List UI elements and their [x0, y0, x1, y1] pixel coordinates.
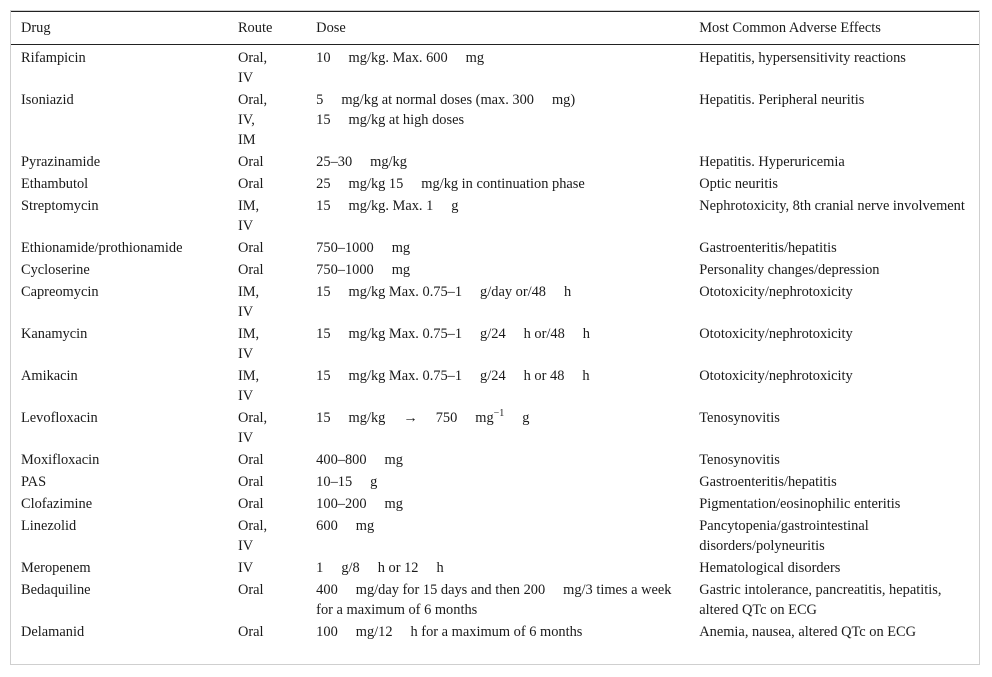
cell-dose: 750–1000 mg [316, 240, 411, 256]
cell-route: Oral [237, 262, 264, 278]
cell-drug: Pyrazinamide [21, 154, 101, 170]
cell-dose: 1 g/8 h or 12 h [316, 560, 444, 576]
cell-route: Oral [237, 154, 264, 170]
cell-adverse-effects: Hepatitis, hypersensitivity reactions [699, 50, 906, 66]
header-drug: Drug [21, 20, 51, 36]
cell-adverse-effects: Nephrotoxicity, 8th cranial nerve involvement [699, 198, 965, 214]
cell-route: Oral [237, 582, 264, 598]
cell-route: Oral [237, 452, 264, 468]
cell-drug: Levofloxacin [21, 410, 98, 426]
table-row [11, 173, 979, 195]
cell-route: Oral, IV [237, 410, 268, 446]
cell-drug: PAS [21, 474, 47, 490]
cell-dose [306, 407, 689, 449]
cell-dose: 600 mg [316, 518, 375, 534]
table-row [11, 621, 979, 648]
table-row [11, 493, 979, 515]
table-row [11, 45, 979, 90]
cell-adverse-effects: Ototoxicity/nephrotoxicity [699, 368, 853, 384]
cell-adverse-effects: Gastroenteritis/hepatitis [699, 474, 837, 490]
table-row [11, 557, 979, 579]
cell-adverse-effects: Hepatitis. Hyperuricemia [699, 154, 845, 170]
table-row [11, 151, 979, 173]
cell-route: Oral, IV, IM [237, 92, 268, 148]
cell-adverse-effects: Hepatitis. Peripheral neuritis [699, 92, 865, 108]
table-row [11, 323, 979, 365]
table-row [11, 365, 979, 407]
cell-drug: Clofazimine [21, 496, 93, 512]
cell-adverse-effects: Hematological disorders [699, 560, 841, 576]
cell-route: Oral [237, 474, 264, 490]
cell-drug: Kanamycin [21, 326, 88, 342]
cell-route: Oral [237, 496, 264, 512]
cell-drug: Delamanid [21, 624, 85, 640]
dose-unit: g [504, 410, 530, 426]
cell-drug: Moxifloxacin [21, 452, 100, 468]
cell-dose: 400 mg/day for 15 days and then 200 mg/3 times a week for a maximum of 6 months [316, 582, 672, 618]
cell-dose: 10–15 g [316, 474, 378, 490]
cell-route: Oral, IV [237, 50, 268, 86]
drug-table [11, 11, 979, 648]
cell-drug: Ethionamide/prothionamide [21, 240, 183, 256]
cell-drug: Streptomycin [21, 198, 99, 214]
cell-dose: 15 mg/kg Max. 0.75–1 g/24 h or/48 h [316, 326, 590, 342]
table-row [11, 195, 979, 237]
cell-drug: Cycloserine [21, 262, 90, 278]
header-effects: Most Common Adverse Effects [699, 20, 881, 36]
cell-route: IM, IV [237, 284, 260, 320]
cell-route: Oral [237, 240, 264, 256]
cell-dose: 750–1000 mg [316, 262, 411, 278]
dose-main: 15 mg/kg → 750 mg [316, 410, 494, 426]
table-row [11, 259, 979, 281]
header-row [11, 12, 979, 45]
table-row [11, 407, 979, 449]
cell-drug: Isoniazid [21, 92, 74, 108]
table-row [11, 237, 979, 259]
cell-dose: 100–200 mg [316, 496, 403, 512]
cell-dose: 15 mg/kg. Max. 1 g [316, 198, 459, 214]
cell-route: IM, IV [237, 198, 260, 234]
cell-dose: 5 mg/kg at normal doses (max. 300 mg) 15 mg/kg at high doses [316, 92, 576, 128]
cell-adverse-effects: Anemia, nausea, altered QTc on ECG [699, 624, 917, 640]
cell-dose: 100 mg/12 h for a maximum of 6 months [316, 624, 583, 640]
cell-drug: Capreomycin [21, 284, 99, 300]
cell-adverse-effects: Tenosynovitis [699, 410, 780, 426]
table-header [11, 12, 979, 45]
cell-adverse-effects: Tenosynovitis [699, 452, 780, 468]
table-row [11, 449, 979, 471]
cell-adverse-effects: Optic neuritis [699, 176, 778, 192]
table-row [11, 471, 979, 493]
table-row [11, 281, 979, 323]
cell-drug: Bedaquiline [21, 582, 91, 598]
cell-route: IM, IV [237, 368, 260, 404]
cell-route: IV [237, 560, 254, 576]
cell-drug: Rifampicin [21, 50, 86, 66]
cell-adverse-effects: Gastroenteritis/hepatitis [699, 240, 837, 256]
cell-drug: Meropenem [21, 560, 91, 576]
cell-route: IM, IV [237, 326, 260, 362]
cell-drug: Amikacin [21, 368, 78, 384]
cell-dose: 15 mg/kg Max. 0.75–1 g/24 h or 48 h [316, 368, 590, 384]
table-row [11, 515, 979, 557]
cell-adverse-effects: Ototoxicity/nephrotoxicity [699, 284, 853, 300]
cell-adverse-effects: Pigmentation/eosinophilic enteritis [699, 496, 901, 512]
cell-drug: Linezolid [21, 518, 77, 534]
cell-route: Oral [237, 176, 264, 192]
cell-dose: 25 mg/kg 15 mg/kg in continuation phase [316, 176, 585, 192]
table-body [11, 45, 979, 649]
cell-dose: 15 mg/kg Max. 0.75–1 g/day or/48 h [316, 284, 572, 300]
table-row [11, 579, 979, 621]
cell-route: Oral, IV [237, 518, 268, 554]
table-row [11, 89, 979, 151]
cell-adverse-effects: Pancytopenia/gastrointestinal disorders/polyneuritis [699, 518, 869, 554]
cell-dose: 400–800 mg [316, 452, 403, 468]
cell-drug: Ethambutol [21, 176, 89, 192]
cell-dose: 10 mg/kg. Max. 600 mg [316, 50, 485, 66]
header-route: Route [237, 20, 273, 36]
dose-superscript: −1 [493, 408, 505, 420]
cell-dose: 25–30 mg/kg [316, 154, 407, 170]
cell-adverse-effects: Ototoxicity/nephrotoxicity [699, 326, 853, 342]
header-dose: Dose [316, 20, 346, 36]
cell-route: Oral [237, 624, 264, 640]
cell-adverse-effects: Gastric intolerance, pancreatitis, hepatitis, altered QTc on ECG [699, 582, 942, 618]
cell-adverse-effects: Personality changes/depression [699, 262, 880, 278]
